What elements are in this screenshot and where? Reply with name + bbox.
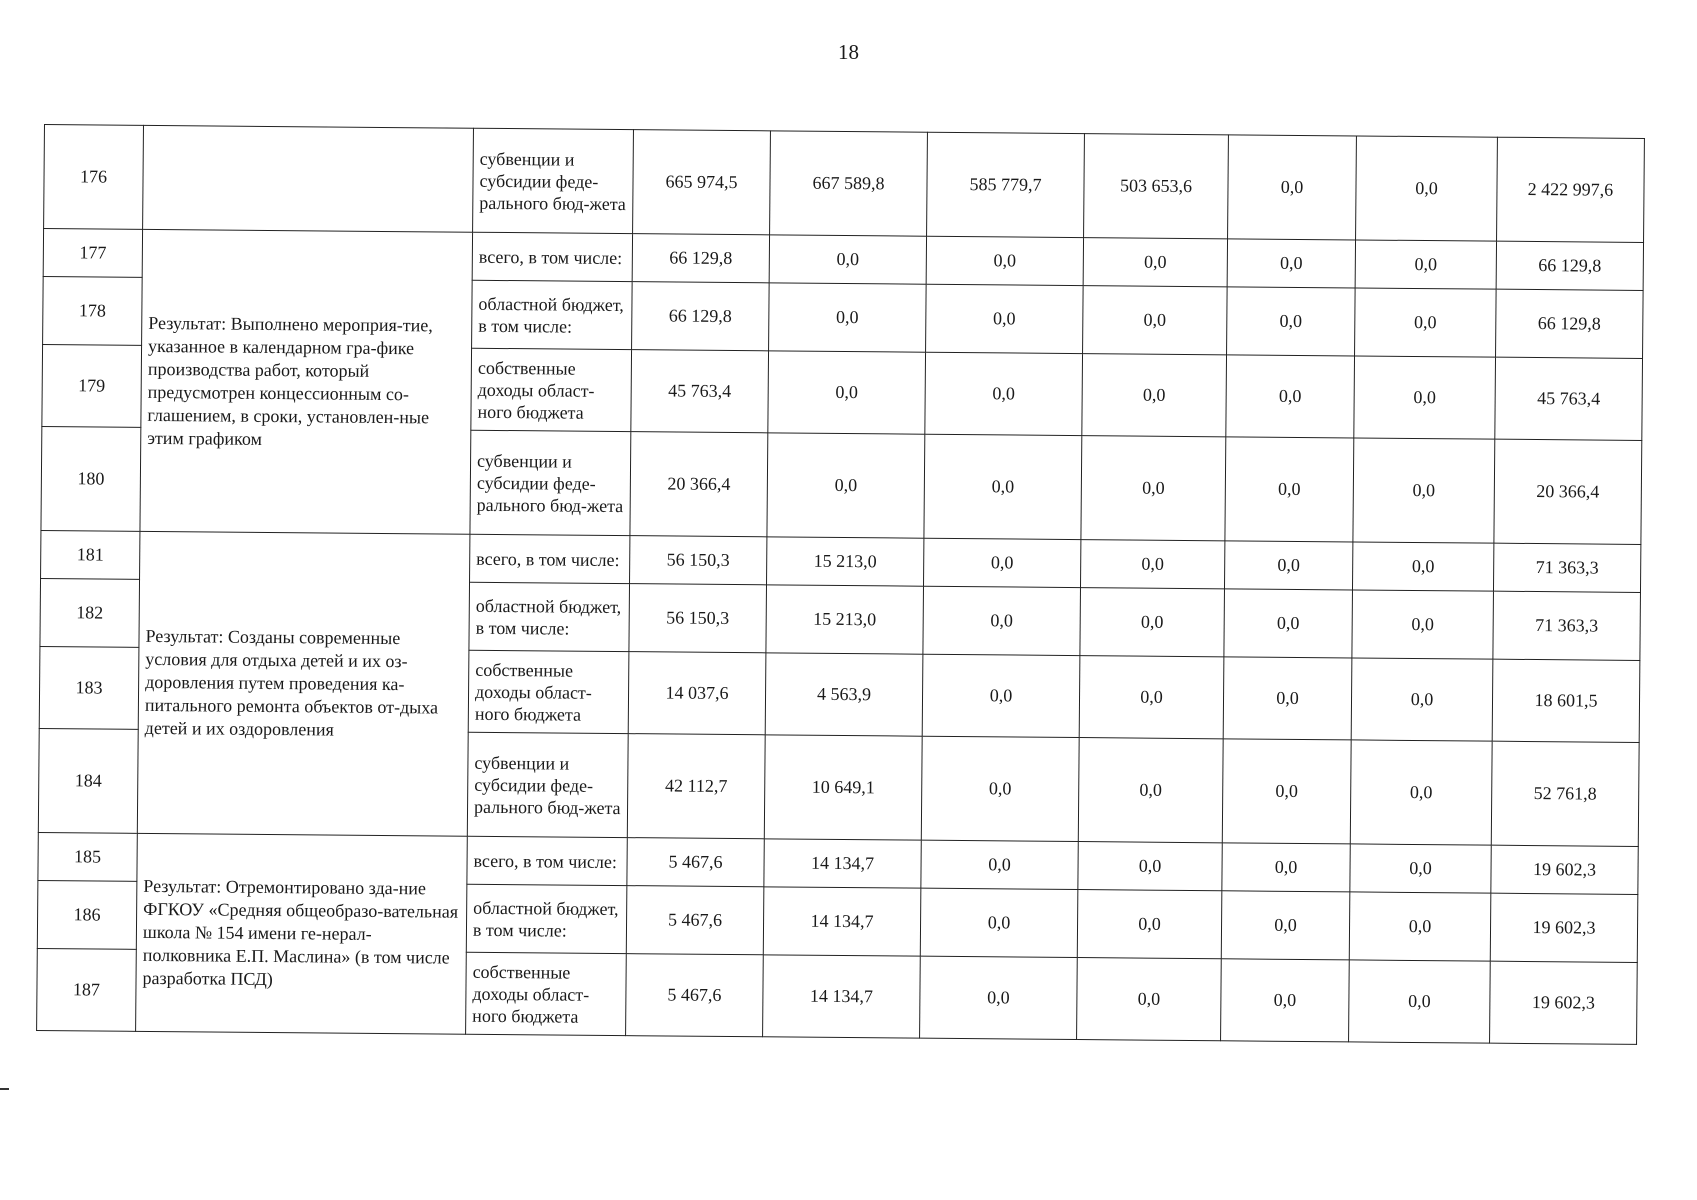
value-cell-year-1: 66 129,8 bbox=[632, 282, 770, 351]
value-cell-year-4: 0,0 bbox=[1080, 540, 1224, 589]
value-cell-year-3: 0,0 bbox=[924, 538, 1081, 587]
table-row bbox=[44, 125, 1645, 243]
value-cell-year-4: 0,0 bbox=[1077, 958, 1222, 1041]
funding-source-cell: всего, в том числе: bbox=[467, 836, 627, 885]
value-cell-year-2: 4 563,9 bbox=[765, 653, 923, 736]
value-cell-year-6: 0,0 bbox=[1356, 136, 1498, 241]
value-cell-year-4: 0,0 bbox=[1080, 588, 1225, 657]
funding-source-cell: субвенции и субсидии феде-рального бюд-жета bbox=[467, 732, 628, 837]
value-cell-year-1: 5 467,6 bbox=[627, 838, 764, 887]
funding-source-cell: областной бюджет, в том числе: bbox=[466, 884, 627, 953]
value-cell-year-2: 14 134,7 bbox=[763, 955, 921, 1038]
value-cell-year-2: 0,0 bbox=[769, 235, 926, 284]
value-cell-year-6: 0,0 bbox=[1353, 438, 1495, 543]
value-cell-year-1: 56 150,3 bbox=[629, 584, 767, 653]
funding-source-cell: собственные доходы област-ного бюджета bbox=[471, 348, 632, 431]
value-cell-year-1: 665 974,5 bbox=[633, 130, 771, 235]
funding-source-cell: всего, в том числе: bbox=[472, 232, 632, 281]
page-number: 18 bbox=[838, 40, 859, 64]
value-cell-total: 18 601,5 bbox=[1492, 659, 1640, 742]
value-cell-year-4: 503 653,6 bbox=[1084, 134, 1229, 239]
value-cell-year-3: 0,0 bbox=[926, 236, 1083, 285]
value-cell-year-5: 0,0 bbox=[1222, 843, 1350, 892]
value-cell-year-3: 0,0 bbox=[926, 284, 1084, 353]
budget-table-body bbox=[37, 125, 1645, 1045]
row-number-cell: 180 bbox=[41, 426, 141, 531]
value-cell-year-5: 0,0 bbox=[1225, 437, 1354, 542]
margin-tick-mark bbox=[0, 1088, 9, 1090]
value-cell-year-6: 0,0 bbox=[1355, 288, 1497, 357]
value-cell-year-2: 0,0 bbox=[768, 351, 926, 434]
value-cell-year-4: 0,0 bbox=[1077, 890, 1222, 959]
value-cell-year-5: 0,0 bbox=[1221, 891, 1350, 960]
value-cell-year-1: 45 763,4 bbox=[631, 350, 769, 433]
value-cell-total: 52 761,8 bbox=[1491, 741, 1639, 846]
value-cell-year-5: 0,0 bbox=[1228, 135, 1357, 240]
value-cell-year-1: 42 112,7 bbox=[627, 734, 765, 839]
value-cell-year-3: 0,0 bbox=[924, 434, 1082, 539]
row-number-cell: 184 bbox=[38, 728, 138, 833]
row-number-cell: 177 bbox=[43, 229, 142, 278]
value-cell-total: 66 129,8 bbox=[1496, 289, 1644, 358]
funding-source-cell: субвенции и субсидии феде-рального бюд-жета bbox=[470, 430, 631, 535]
value-cell-year-2: 0,0 bbox=[769, 283, 927, 352]
value-cell-year-6: 0,0 bbox=[1350, 844, 1491, 893]
value-cell-year-2: 14 134,7 bbox=[763, 887, 921, 956]
value-cell-year-6: 0,0 bbox=[1349, 892, 1491, 961]
value-cell-total: 2 422 997,6 bbox=[1497, 137, 1645, 242]
value-cell-year-6: 0,0 bbox=[1354, 356, 1496, 439]
funding-source-cell: собственные доходы област-ного бюджета bbox=[468, 650, 629, 733]
value-cell-total: 19 602,3 bbox=[1491, 845, 1638, 894]
value-cell-year-5: 0,0 bbox=[1224, 589, 1353, 658]
value-cell-year-3: 0,0 bbox=[920, 888, 1078, 957]
value-cell-year-1: 5 467,6 bbox=[626, 886, 764, 955]
value-cell-year-4: 0,0 bbox=[1083, 238, 1227, 287]
value-cell-year-6: 0,0 bbox=[1352, 542, 1493, 591]
result-description-cell: Результат: Выполнено мероприя-тие, указанное в календарном гра-фике производства работ, который предусмотрен концессионным со-глашением, в сроки, установлен-ные этим графиком bbox=[140, 229, 473, 534]
value-cell-year-5: 0,0 bbox=[1224, 541, 1352, 590]
value-cell-year-2: 15 213,0 bbox=[767, 537, 924, 586]
value-cell-total: 45 763,4 bbox=[1495, 357, 1643, 440]
value-cell-year-5: 0,0 bbox=[1227, 287, 1356, 356]
value-cell-year-3: 0,0 bbox=[921, 840, 1078, 889]
value-cell-year-1: 5 467,6 bbox=[626, 954, 764, 1037]
funding-source-cell: областной бюджет, в том числе: bbox=[472, 280, 633, 349]
funding-source-cell: областной бюджет, в том числе: bbox=[469, 582, 630, 651]
row-number-cell: 183 bbox=[39, 646, 139, 729]
result-description-cell: Результат: Созданы современные условия для отдыха детей и их оз-доровления путем проведения ка-питального ремонта объектов от-дыха детей и их оздоровления bbox=[137, 531, 470, 836]
budget-table bbox=[36, 124, 1645, 1045]
value-cell-total: 66 129,8 bbox=[1496, 241, 1643, 290]
value-cell-year-3: 585 779,7 bbox=[927, 132, 1085, 237]
value-cell-year-1: 20 366,4 bbox=[630, 432, 768, 537]
value-cell-year-4: 0,0 bbox=[1081, 436, 1226, 541]
value-cell-total: 71 363,3 bbox=[1493, 543, 1640, 592]
value-cell-year-4: 0,0 bbox=[1082, 354, 1227, 437]
value-cell-total: 19 602,3 bbox=[1490, 893, 1638, 962]
value-cell-year-5: 0,0 bbox=[1226, 355, 1355, 438]
row-number-cell: 187 bbox=[37, 948, 137, 1031]
row-number-cell: 178 bbox=[43, 276, 143, 345]
value-cell-total: 19 602,3 bbox=[1490, 961, 1638, 1044]
value-cell-year-5: 0,0 bbox=[1223, 657, 1352, 740]
value-cell-year-2: 0,0 bbox=[767, 433, 925, 538]
value-cell-year-2: 667 589,8 bbox=[770, 131, 928, 236]
value-cell-year-2: 15 213,0 bbox=[766, 585, 924, 654]
result-description-cell: Результат: Отремонтировано зда-ние ФГКОУ «Средняя общеобразо-вательная школа № 154 имени ге-нерал-полковника Е.П. Маслина» (в том числе разработка ПСД) bbox=[136, 833, 468, 1034]
row-number-cell: 186 bbox=[37, 880, 137, 949]
value-cell-year-3: 0,0 bbox=[925, 352, 1083, 435]
row-number-cell: 185 bbox=[38, 832, 137, 881]
value-cell-year-4: 0,0 bbox=[1078, 738, 1223, 843]
value-cell-year-2: 10 649,1 bbox=[764, 735, 922, 840]
value-cell-year-6: 0,0 bbox=[1355, 240, 1496, 289]
value-cell-year-6: 0,0 bbox=[1351, 658, 1493, 741]
value-cell-year-4: 0,0 bbox=[1079, 656, 1224, 739]
funding-source-cell: собственные доходы област-ного бюджета bbox=[466, 952, 627, 1035]
value-cell-year-6: 0,0 bbox=[1352, 590, 1494, 659]
value-cell-year-3: 0,0 bbox=[922, 654, 1080, 737]
value-cell-year-5: 0,0 bbox=[1227, 239, 1355, 288]
result-description-cell bbox=[143, 125, 474, 232]
value-cell-year-2: 14 134,7 bbox=[764, 839, 921, 888]
funding-source-cell: всего, в том числе: bbox=[470, 534, 630, 583]
row-number-cell: 182 bbox=[40, 578, 140, 647]
value-cell-total: 71 363,3 bbox=[1493, 591, 1641, 660]
row-number-cell: 176 bbox=[44, 125, 144, 230]
value-cell-year-3: 0,0 bbox=[920, 956, 1078, 1039]
value-cell-year-3: 0,0 bbox=[923, 586, 1081, 655]
value-cell-year-1: 14 037,6 bbox=[628, 652, 766, 735]
value-cell-year-4: 0,0 bbox=[1083, 286, 1228, 355]
funding-source-cell: субвенции и субсидии феде-рального бюд-жета bbox=[473, 128, 634, 233]
value-cell-year-1: 56 150,3 bbox=[630, 536, 767, 585]
value-cell-year-6: 0,0 bbox=[1350, 740, 1492, 845]
value-cell-year-5: 0,0 bbox=[1221, 959, 1350, 1042]
value-cell-year-4: 0,0 bbox=[1078, 842, 1222, 891]
row-number-cell: 181 bbox=[41, 530, 140, 579]
value-cell-year-6: 0,0 bbox=[1349, 960, 1491, 1043]
value-cell-total: 20 366,4 bbox=[1494, 439, 1642, 544]
value-cell-year-1: 66 129,8 bbox=[632, 234, 769, 283]
value-cell-year-3: 0,0 bbox=[921, 736, 1079, 841]
budget-table-wrapper bbox=[36, 124, 1644, 1045]
value-cell-year-5: 0,0 bbox=[1222, 739, 1351, 844]
row-number-cell: 179 bbox=[42, 344, 142, 427]
